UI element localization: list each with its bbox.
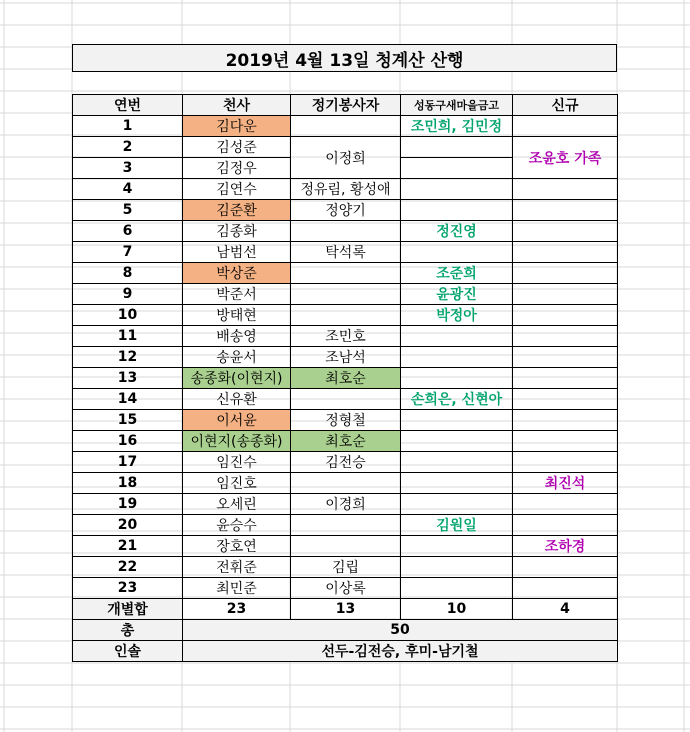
regular-cell[interactable]: 정유림, 황성애: [291, 179, 401, 200]
regular-cell[interactable]: [291, 389, 401, 410]
bank-cell[interactable]: 윤광진: [401, 284, 513, 305]
header-cell-regular[interactable]: 정기봉사자: [291, 95, 401, 116]
bank-cell[interactable]: 조민희, 김민정: [401, 116, 513, 137]
header-cell-new[interactable]: 신규: [513, 95, 618, 116]
regular-cell[interactable]: [291, 263, 401, 284]
new-member-cell[interactable]: 최진석: [513, 473, 618, 494]
table-row: [73, 473, 618, 494]
angel-cell[interactable]: 이현지(송종화): [183, 431, 291, 452]
row-number-cell[interactable]: 23: [73, 578, 183, 599]
bank-cell[interactable]: [401, 473, 513, 494]
regular-cell[interactable]: 최호순: [291, 431, 401, 452]
angel-cell[interactable]: 김다운: [183, 116, 291, 137]
new-member-cell[interactable]: 조윤호 가족: [513, 137, 618, 179]
table-row: [73, 116, 618, 137]
sheet-title[interactable]: 2019년 4월 13일 청계산 산행: [72, 44, 617, 72]
total-row: [73, 620, 618, 641]
new-member-cell[interactable]: [513, 263, 618, 284]
bank-cell[interactable]: [401, 536, 513, 557]
subtotal-regular[interactable]: 13: [291, 599, 401, 620]
table-row: [73, 242, 618, 263]
new-member-cell[interactable]: [513, 326, 618, 347]
subtotal-bank[interactable]: 10: [401, 599, 513, 620]
row-number-cell[interactable]: 20: [73, 515, 183, 536]
table-row: [73, 368, 618, 389]
header-cell-bank[interactable]: 성동구새마을금고: [401, 95, 513, 116]
table-row: [73, 515, 618, 536]
row-number-cell[interactable]: 4: [73, 179, 183, 200]
new-member-cell[interactable]: [513, 389, 618, 410]
bank-cell[interactable]: [401, 410, 513, 431]
bank-cell[interactable]: [401, 179, 513, 200]
row-number-cell[interactable]: 16: [73, 431, 183, 452]
new-member-cell[interactable]: [513, 284, 618, 305]
new-member-cell[interactable]: [513, 116, 618, 137]
new-member-cell[interactable]: [513, 242, 618, 263]
regular-cell[interactable]: 최호순: [291, 368, 401, 389]
bank-cell[interactable]: 김원일: [401, 515, 513, 536]
regular-cell[interactable]: 이상록: [291, 578, 401, 599]
table-row: [73, 221, 618, 242]
total-value[interactable]: 50: [183, 620, 618, 641]
bank-cell[interactable]: [401, 557, 513, 578]
regular-cell[interactable]: 이정희: [291, 137, 401, 179]
header-cell-angel[interactable]: 천사: [183, 95, 291, 116]
regular-cell[interactable]: 김립: [291, 557, 401, 578]
regular-cell[interactable]: [291, 515, 401, 536]
regular-cell[interactable]: 탁석록: [291, 242, 401, 263]
row-number-cell[interactable]: 10: [73, 305, 183, 326]
subtotal-angel[interactable]: 23: [183, 599, 291, 620]
subtotal-row: [73, 599, 618, 620]
row-number-cell[interactable]: 21: [73, 536, 183, 557]
leader-label[interactable]: 인솔: [73, 641, 183, 662]
total-label[interactable]: 총: [73, 620, 183, 641]
bank-cell[interactable]: [401, 452, 513, 473]
angel-cell[interactable]: 김연수: [183, 179, 291, 200]
row-number-cell[interactable]: 13: [73, 368, 183, 389]
new-member-cell[interactable]: [513, 368, 618, 389]
leader-value[interactable]: 선두-김전승, 후미-남기철: [183, 641, 618, 662]
row-number-cell[interactable]: 9: [73, 284, 183, 305]
regular-cell[interactable]: 정양기: [291, 200, 401, 221]
angel-cell[interactable]: 김종화: [183, 221, 291, 242]
bank-cell[interactable]: [401, 347, 513, 368]
row-number-cell[interactable]: 11: [73, 326, 183, 347]
row-number-cell[interactable]: 2: [73, 137, 183, 158]
subtotal-label[interactable]: 개별합: [73, 599, 183, 620]
row-number-cell[interactable]: 19: [73, 494, 183, 515]
new-member-cell[interactable]: 조하경: [513, 536, 618, 557]
angel-cell[interactable]: 오세린: [183, 494, 291, 515]
bank-cell[interactable]: 정진영: [401, 221, 513, 242]
bank-cell[interactable]: [401, 200, 513, 221]
table-row: [73, 452, 618, 473]
bank-cell[interactable]: [401, 578, 513, 599]
row-number-cell[interactable]: 22: [73, 557, 183, 578]
subtotal-new[interactable]: 4: [513, 599, 618, 620]
bank-cell[interactable]: 조준희: [401, 263, 513, 284]
new-member-cell[interactable]: [513, 221, 618, 242]
new-member-cell[interactable]: [513, 410, 618, 431]
new-member-cell[interactable]: [513, 305, 618, 326]
row-number-cell[interactable]: 7: [73, 242, 183, 263]
regular-cell[interactable]: [291, 221, 401, 242]
new-member-cell[interactable]: [513, 494, 618, 515]
angel-cell[interactable]: 송종화(이현지): [183, 368, 291, 389]
angel-cell[interactable]: 최민준: [183, 578, 291, 599]
regular-cell[interactable]: 이경희: [291, 494, 401, 515]
table-row: [73, 326, 618, 347]
row-number-cell[interactable]: 5: [73, 200, 183, 221]
angel-cell[interactable]: 박준서: [183, 284, 291, 305]
row-number-cell[interactable]: 15: [73, 410, 183, 431]
angel-cell[interactable]: 임진수: [183, 452, 291, 473]
angel-cell[interactable]: 장호연: [183, 536, 291, 557]
bank-cell[interactable]: [401, 242, 513, 263]
new-member-cell[interactable]: [513, 179, 618, 200]
new-member-cell[interactable]: [513, 347, 618, 368]
table-row: [73, 578, 618, 599]
table-row: [73, 305, 618, 326]
regular-cell[interactable]: [291, 305, 401, 326]
regular-cell[interactable]: [291, 536, 401, 557]
bank-cell[interactable]: 박정아: [401, 305, 513, 326]
row-number-cell[interactable]: 8: [73, 263, 183, 284]
table-row: [73, 263, 618, 284]
bank-cell[interactable]: [401, 326, 513, 347]
angel-cell[interactable]: 송윤서: [183, 347, 291, 368]
volunteer-table: [72, 94, 618, 662]
table-row: [73, 410, 618, 431]
angel-cell[interactable]: 이서윤: [183, 410, 291, 431]
table-row: [73, 494, 618, 515]
angel-cell[interactable]: 김정우: [183, 158, 291, 179]
angel-cell[interactable]: 배송영: [183, 326, 291, 347]
bank-cell[interactable]: [401, 137, 513, 158]
new-member-cell[interactable]: [513, 557, 618, 578]
new-member-cell[interactable]: [513, 515, 618, 536]
table-row: [73, 200, 618, 221]
row-number-cell[interactable]: 18: [73, 473, 183, 494]
bank-cell[interactable]: [401, 158, 513, 179]
angel-cell[interactable]: 김준환: [183, 200, 291, 221]
angel-cell[interactable]: 방태현: [183, 305, 291, 326]
bank-cell[interactable]: [401, 431, 513, 452]
row-number-cell[interactable]: 17: [73, 452, 183, 473]
new-member-cell[interactable]: [513, 452, 618, 473]
row-number-cell[interactable]: 12: [73, 347, 183, 368]
regular-cell[interactable]: 조남석: [291, 347, 401, 368]
regular-cell[interactable]: 조민호: [291, 326, 401, 347]
table-row: [73, 179, 618, 200]
bank-cell[interactable]: [401, 494, 513, 515]
header-cell-no[interactable]: 연번: [73, 95, 183, 116]
table-row: [73, 536, 618, 557]
angel-cell[interactable]: 신유환: [183, 389, 291, 410]
bank-cell[interactable]: 손희은, 신현아: [401, 389, 513, 410]
table-row: [73, 431, 618, 452]
new-member-cell[interactable]: [513, 431, 618, 452]
row-number-cell[interactable]: 3: [73, 158, 183, 179]
bank-cell[interactable]: [401, 368, 513, 389]
regular-cell[interactable]: [291, 116, 401, 137]
header-row: [73, 95, 618, 116]
new-member-cell[interactable]: [513, 200, 618, 221]
table-row: [73, 557, 618, 578]
row-number-cell[interactable]: 1: [73, 116, 183, 137]
regular-cell[interactable]: 김전승: [291, 452, 401, 473]
regular-cell[interactable]: [291, 473, 401, 494]
angel-cell[interactable]: 임진호: [183, 473, 291, 494]
angel-cell[interactable]: 윤승수: [183, 515, 291, 536]
table-row: [73, 284, 618, 305]
angel-cell[interactable]: 전휘준: [183, 557, 291, 578]
angel-cell[interactable]: 김성준: [183, 137, 291, 158]
row-number-cell[interactable]: 14: [73, 389, 183, 410]
regular-cell[interactable]: [291, 284, 401, 305]
table-row: [73, 137, 618, 158]
table-row: [73, 389, 618, 410]
regular-cell[interactable]: 정형철: [291, 410, 401, 431]
leader-row: [73, 641, 618, 662]
angel-cell[interactable]: 남범선: [183, 242, 291, 263]
row-number-cell[interactable]: 6: [73, 221, 183, 242]
table-row: [73, 347, 618, 368]
angel-cell[interactable]: 박상준: [183, 263, 291, 284]
new-member-cell[interactable]: [513, 578, 618, 599]
